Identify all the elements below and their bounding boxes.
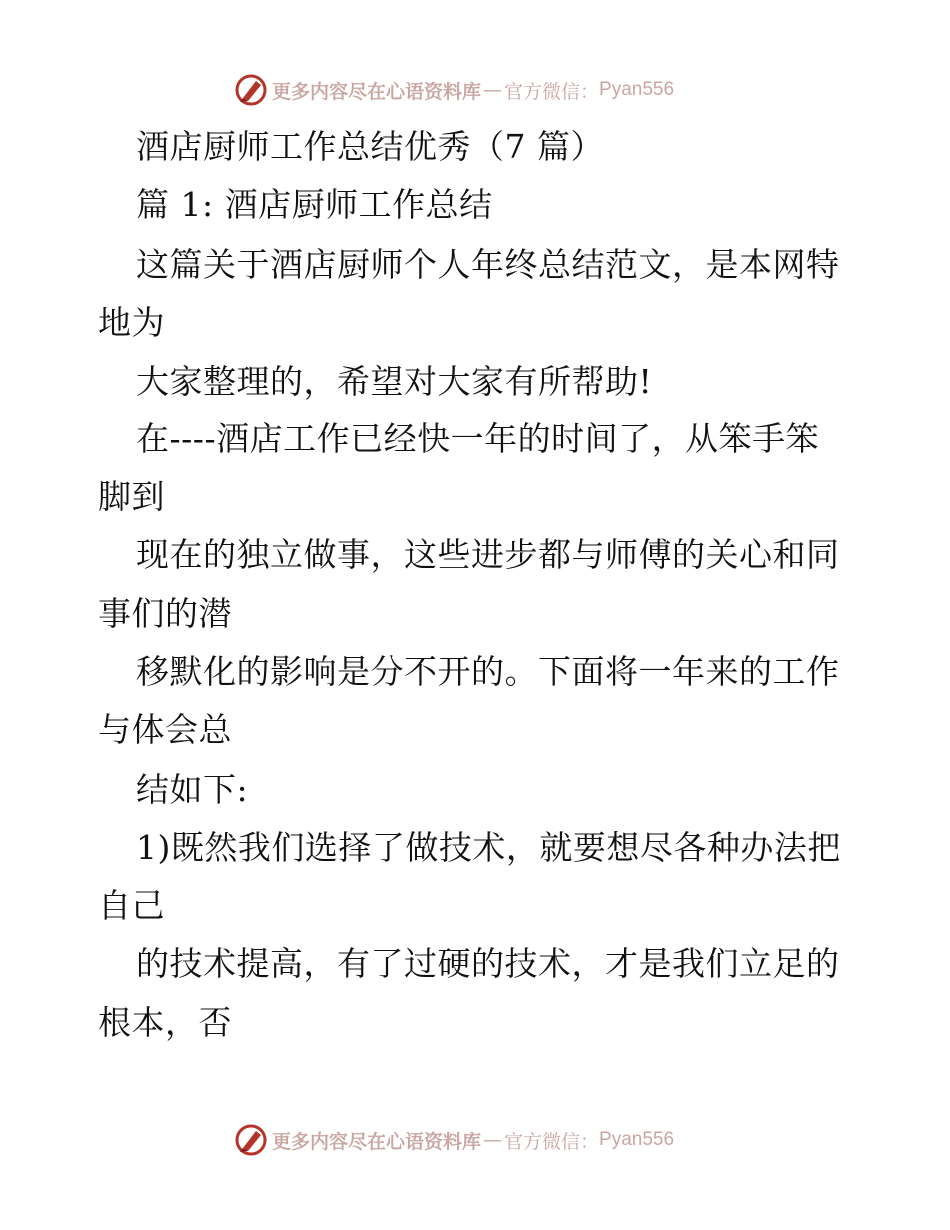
paragraph-line: 这篇关于酒店厨师个人年终总结范文，是本网特	[136, 245, 840, 284]
banner-separator: —	[483, 1129, 503, 1151]
paragraph-line: 大家整理的，希望对大家有所帮助!	[136, 362, 653, 401]
banner-separator: —	[483, 79, 503, 101]
header-banner	[234, 72, 674, 108]
banner-wechat-id: Pyan556	[599, 1129, 675, 1150]
pen-logo-icon	[234, 73, 268, 107]
paragraph-line: 结如下:	[136, 770, 249, 809]
paragraph-line: 地为	[98, 303, 165, 342]
banner-wechat-label: 官方微信：	[504, 1130, 600, 1153]
pen-logo-icon	[234, 1123, 268, 1157]
paragraph-line: 在----酒店工作已经快一年的时间了，从笨手笨	[136, 419, 820, 458]
banner-title: 更多内容尽在心语资料库	[272, 1130, 482, 1153]
paragraph-line: 自己	[98, 886, 165, 925]
paragraph-line: 事们的潜	[98, 594, 232, 633]
paragraph-line: 与体会总	[98, 710, 232, 749]
paragraph-line: 现在的独立做事，这些进步都与师傅的关心和同	[136, 535, 840, 574]
section-heading: 篇 1: 酒店厨师工作总结	[136, 185, 493, 224]
banner-title: 更多内容尽在心语资料库	[272, 80, 482, 103]
paragraph-line: 移默化的影响是分不开的。下面将一年来的工作	[136, 652, 840, 691]
document-title: 酒店厨师工作总结优秀（7 篇）	[136, 127, 604, 166]
footer-banner	[234, 1122, 674, 1158]
paragraph-line: 的技术提高，有了过硬的技术，才是我们立足的	[136, 944, 840, 983]
banner-wechat-id: Pyan556	[599, 79, 675, 100]
paragraph-line: 根本，否	[98, 1003, 232, 1042]
paragraph-line: 1)既然我们选择了做技术，就要想尽各种办法把	[136, 828, 841, 867]
paragraph-line: 脚到	[98, 477, 165, 516]
banner-wechat-label: 官方微信：	[504, 80, 600, 103]
